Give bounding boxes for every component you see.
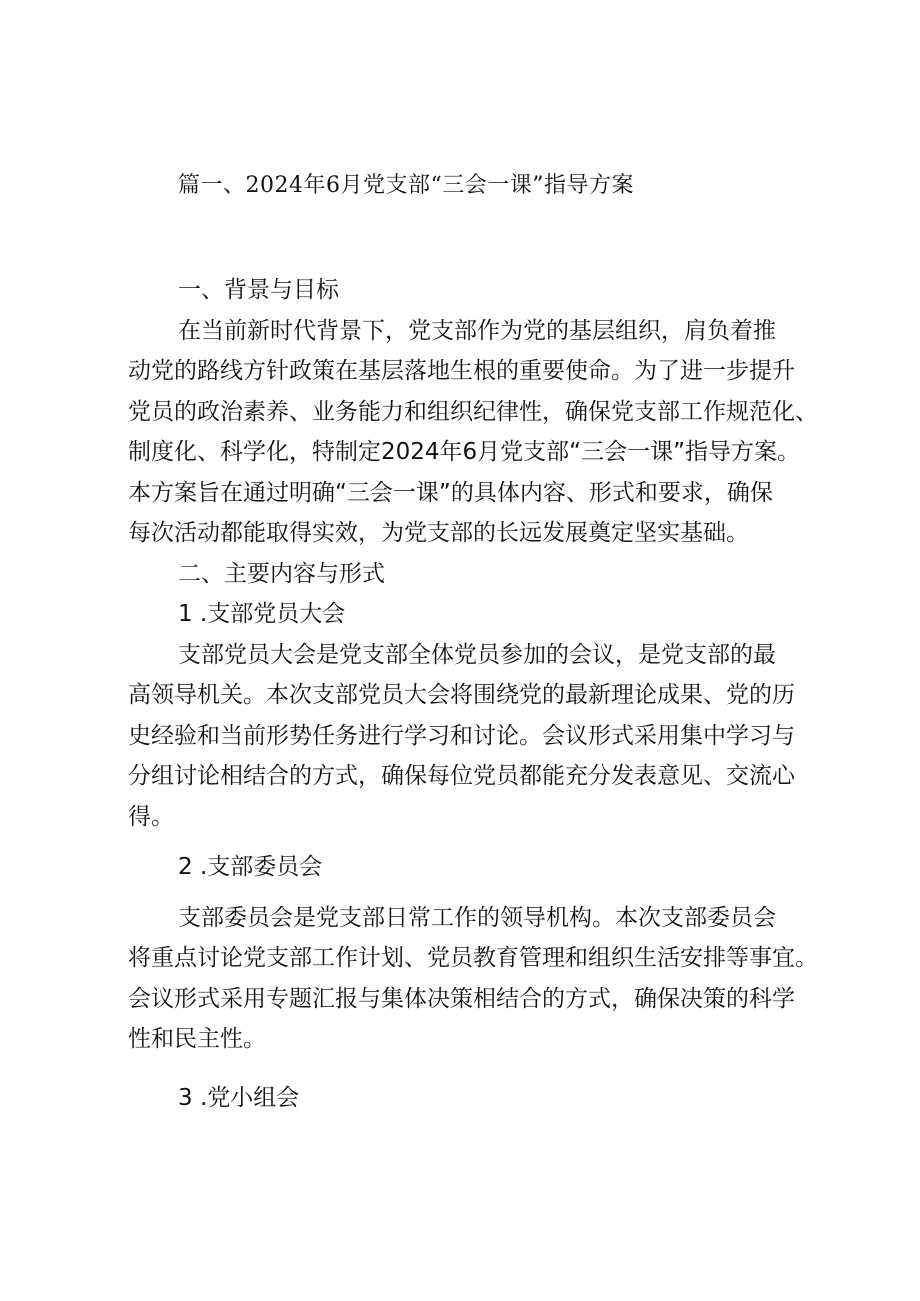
paragraph-line: 将重点讨论党支部工作计划、党员教育管理和组织生活安排等事宜。 [128, 945, 818, 971]
subheading-branch-committee: 2 .支部委员会 [178, 854, 323, 880]
section-heading-background: 一、背景与目标 [178, 277, 339, 303]
paragraph-line: 分组讨论相结合的方式，确保每位党员都能充分发表意见、交流心 [128, 763, 795, 789]
paragraph-line: 得。 [128, 803, 174, 830]
paragraph-line: 会议形式采用专题汇报与集体决策相结合的方式，确保决策的科学 [128, 985, 795, 1012]
paragraph-line: 史经验和当前形势任务进行学习和讨论。会议形式采用集中学习与 [128, 722, 795, 749]
paragraph-line: 性和民主性。 [128, 1026, 266, 1052]
paragraph-line: 制度化、科学化，特制定2024年6月党支部“三会一课”指导方案。 [128, 439, 800, 465]
document-body [128, 270, 818, 1118]
paragraph-line: 每次活动都能取得实效，为党支部的长远发展奠定坚实基础。 [128, 520, 749, 546]
paragraph-line: 本方案旨在通过明确“三会一课”的具体内容、形式和要求，确保 [128, 479, 773, 506]
section-heading-content: 二、主要内容与形式 [178, 560, 385, 587]
document-title: 篇一、2024年6月党支部“三会一课”指导方案 [178, 173, 634, 198]
subheading-party-group-meeting: 3 .党小组会 [178, 1084, 300, 1111]
paragraph-line: 支部委员会是党支部日常工作的领导机构。本次支部委员会 [178, 904, 776, 931]
paragraph-line: 动党的路线方针政策在基层落地生根的重要使命。为了进一步提升 [128, 358, 795, 384]
subheading-party-member-meeting: 1 .支部党员大会 [178, 601, 346, 627]
paragraph-line: 支部党员大会是党支部全体党员参加的会议，是党支部的最 [178, 641, 776, 668]
paragraph-line: 党员的政治素养、业务能力和组织纪律性，确保党支部工作规范化、 [128, 398, 818, 425]
paragraph-line: 高领导机关。本次支部党员大会将围绕党的最新理论成果、党的历 [128, 682, 795, 708]
paragraph-line: 在当前新时代背景下，党支部作为党的基层组织，肩负着推 [178, 317, 776, 344]
